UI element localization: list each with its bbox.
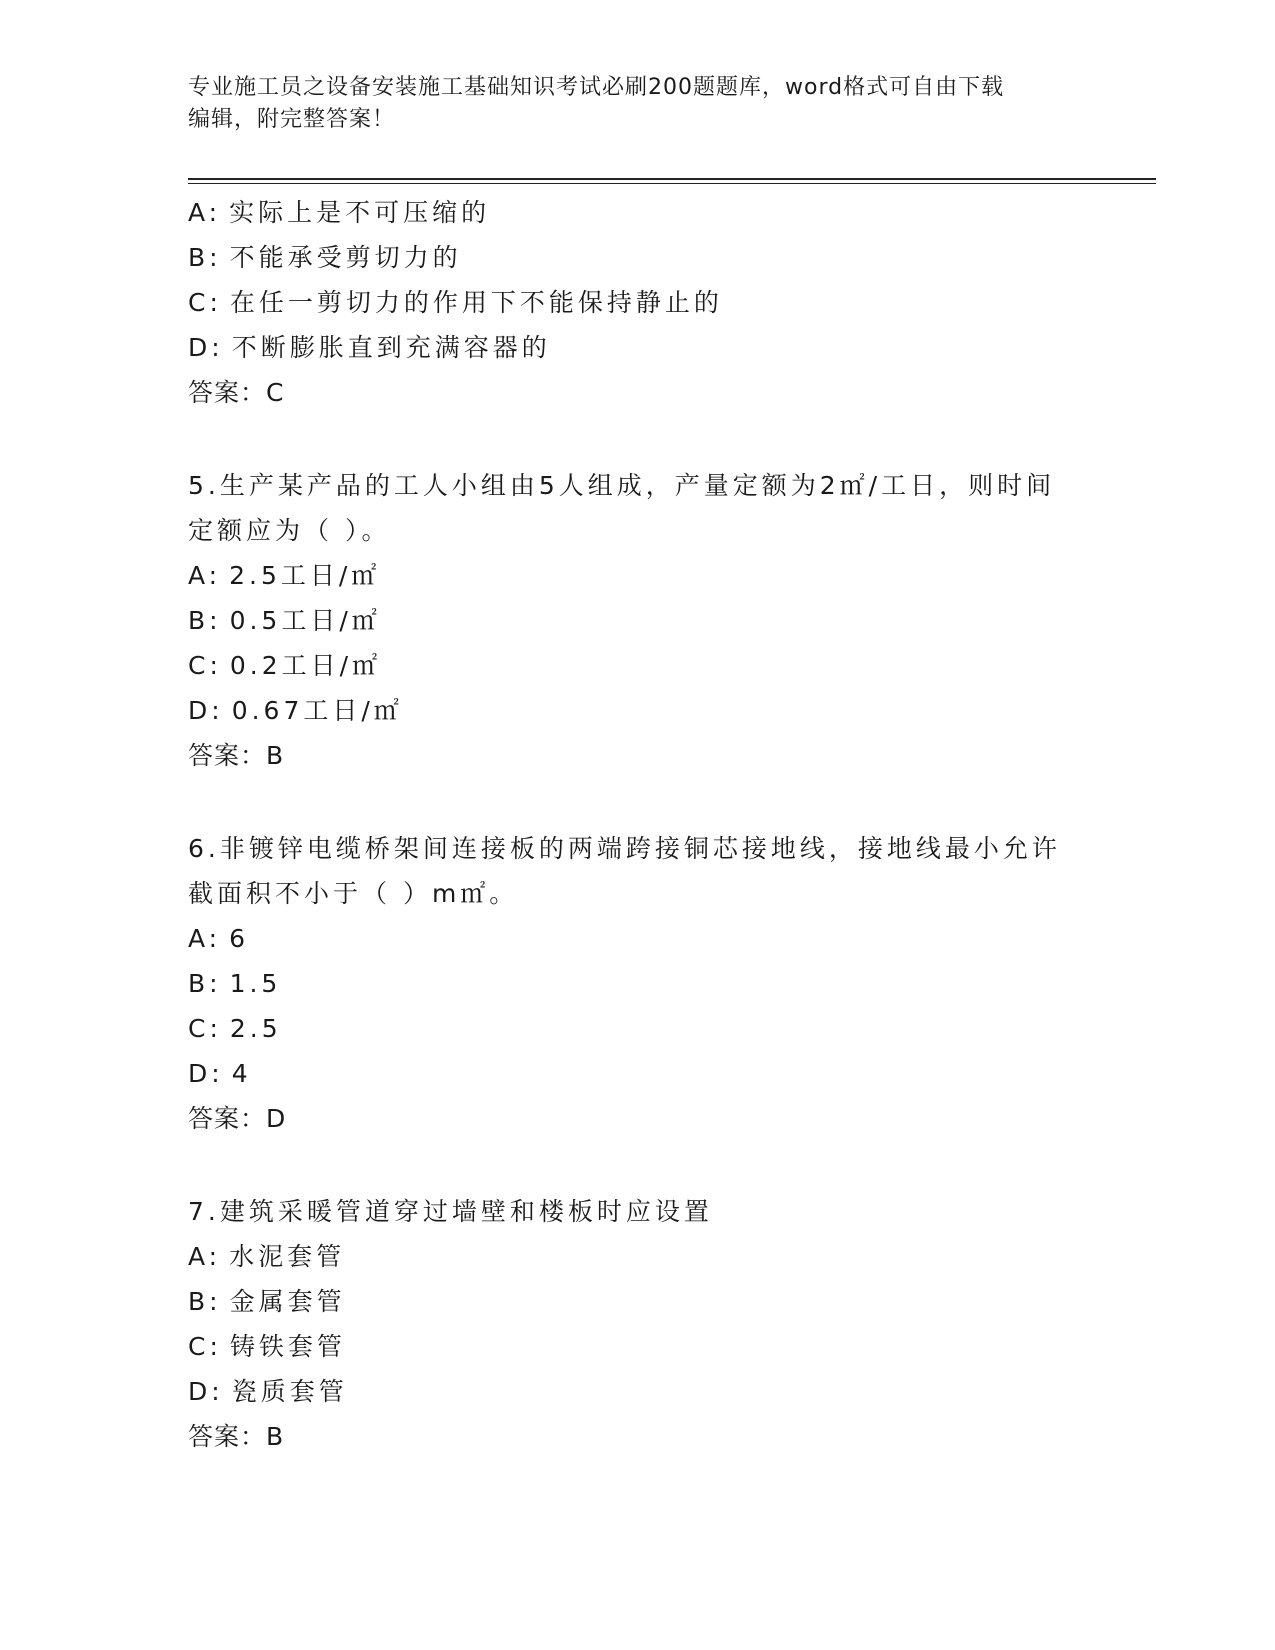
option-label: D: [188, 1059, 224, 1088]
option-b [188, 235, 1088, 280]
answer-line: 答案：B [188, 741, 285, 770]
option-label: B: [188, 606, 222, 635]
question-text-line-2: 截面积不小于（ ）m㎡。 [188, 879, 519, 908]
option-label: B: [188, 1287, 222, 1316]
question-5 [188, 463, 1088, 779]
option-a [188, 916, 1088, 961]
answer-line: 答案：D [188, 1104, 287, 1133]
option-label: C: [188, 651, 222, 680]
option-a [188, 553, 1088, 598]
question-text-line-1: 5.生产某产品的工人小组由5人组成，产量定额为2㎡/工日，则时间 [188, 471, 1056, 500]
option-label: D: [188, 333, 224, 362]
option-b [188, 961, 1088, 1006]
document-header [188, 72, 1088, 136]
option-text: 1.5 [229, 969, 282, 998]
option-c [188, 1006, 1088, 1051]
option-label: A: [188, 561, 222, 590]
answer-line: 答案：C [188, 378, 285, 407]
header-title-line-2: 编辑，附完整答案！ [188, 107, 396, 132]
answer-line: 答案：B [188, 1422, 285, 1451]
option-label: D: [188, 696, 224, 725]
option-text: 不能承受剪切力的 [229, 243, 462, 272]
option-text: 金属套管 [229, 1287, 346, 1316]
header-divider [188, 178, 1156, 184]
option-c [188, 1324, 1088, 1369]
option-text: 实际上是不可压缩的 [229, 198, 491, 227]
option-text: 4 [231, 1059, 252, 1088]
question-7 [188, 1189, 1088, 1460]
option-label: A: [188, 924, 222, 953]
option-label: D: [188, 1377, 224, 1406]
question-6 [188, 826, 1088, 1142]
option-label: B: [188, 969, 222, 998]
option-d [188, 688, 1088, 733]
option-text: 不断膨胀直到充满容器的 [231, 333, 551, 362]
option-label: A: [188, 1242, 222, 1271]
option-label: B: [188, 243, 222, 272]
question-4 [188, 190, 1088, 416]
header-title-line-1: 专业施工员之设备安装施工基础知识考试必刷200题题库，word格式可自由下载 [188, 75, 1005, 100]
option-text: 2.5 [229, 1014, 282, 1043]
option-b [188, 598, 1088, 643]
question-text-line-2: 定额应为（ ）。 [188, 516, 391, 545]
option-c [188, 643, 1088, 688]
option-d [188, 325, 1088, 370]
option-d [188, 1369, 1088, 1414]
question-text-line-1: 7.建筑采暖管道穿过墙壁和楼板时应设置 [188, 1197, 713, 1226]
option-text: 0.67工日/㎡ [231, 696, 403, 725]
option-text: 6 [229, 924, 249, 953]
option-label: A: [188, 198, 222, 227]
option-d [188, 1051, 1088, 1096]
option-label: C: [188, 1332, 222, 1361]
option-text: 0.5工日/㎡ [229, 606, 381, 635]
option-label: C: [188, 1014, 222, 1043]
option-label: C: [188, 288, 222, 317]
option-text: 水泥套管 [229, 1242, 346, 1271]
option-text: 0.2工日/㎡ [229, 651, 382, 680]
option-a [188, 190, 1088, 235]
option-a [188, 1234, 1088, 1279]
option-text: 瓷质套管 [231, 1377, 348, 1406]
option-b [188, 1279, 1088, 1324]
question-list [188, 190, 1088, 1460]
question-text-line-1: 6.非镀锌电缆桥架间连接板的两端跨接铜芯接地线，接地线最小允许 [188, 834, 1061, 863]
option-text: 在任一剪切力的作用下不能保持静止的 [229, 288, 723, 317]
spacer [188, 1142, 1088, 1189]
option-text: 2.5工日/㎡ [229, 561, 381, 590]
option-text: 铸铁套管 [229, 1332, 346, 1361]
spacer [188, 779, 1088, 826]
option-c [188, 280, 1088, 325]
spacer [188, 416, 1088, 463]
